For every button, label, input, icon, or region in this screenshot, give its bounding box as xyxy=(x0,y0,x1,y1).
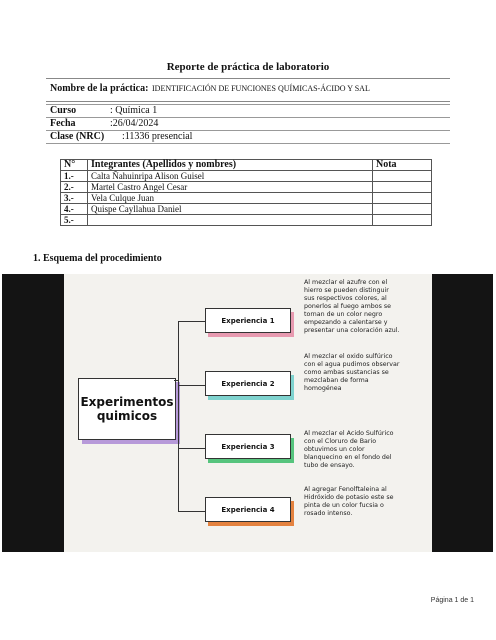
procedure-diagram xyxy=(64,274,432,552)
date-label: Fecha xyxy=(50,118,76,129)
connector-4 xyxy=(178,511,205,512)
connector-root xyxy=(174,380,178,381)
class-label: Clase (NRC) xyxy=(50,131,105,142)
row-member-name: Quispe Cayllahua Daniel xyxy=(88,204,373,215)
date-row xyxy=(46,118,450,131)
row-grade xyxy=(373,215,432,226)
experience-4-node: Experiencia 4 xyxy=(205,497,291,522)
row-number: 3.- xyxy=(61,193,88,204)
row-member-name: Martel Castro Angel Cesar xyxy=(88,182,373,193)
connector-1 xyxy=(178,321,205,322)
report-title: Reporte de práctica de laboratorio xyxy=(166,61,330,73)
page-number: Página 1 de 1 xyxy=(430,597,474,604)
practice-value: IDENTIFICACIÓN DE FUNCIONES QUÍMICAS-ÁCIDO Y SAL xyxy=(152,84,370,93)
row-number: 5.- xyxy=(61,215,88,226)
practice-label: Nombre de la práctica: xyxy=(50,83,149,94)
connector-2 xyxy=(178,385,205,386)
experience-1-description: Al mezclar el azufre con el hierro se pueden distinguir sus respectivos colores, al ponerlos al fuego ambos se tornan de un color negro empezando a calentarse y presentar una coloración azul. xyxy=(304,279,400,334)
members-table xyxy=(60,159,432,226)
row-number: 2.- xyxy=(61,182,88,193)
table-row xyxy=(61,204,432,215)
row-grade xyxy=(373,193,432,204)
table-row xyxy=(61,215,432,226)
practice-name-row xyxy=(46,78,450,102)
course-value: : Química 1 xyxy=(110,105,158,116)
course-row xyxy=(46,104,450,118)
experience-2-description: Al mezclar el oxido sulfúrico con el agua pudimos observar como ambas sustancias se mezclaban de forma homogénea xyxy=(304,353,400,392)
experience-3-description: Al mezclar el Acido Sulfúrico con el Cloruro de Bario obtuvimos un color blanquecino en el fondo del tubo de ensayo. xyxy=(304,430,394,469)
connector-trunk xyxy=(178,321,179,511)
header-grade: Nota xyxy=(373,160,432,171)
row-number: 4.- xyxy=(61,204,88,215)
course-label: Curso xyxy=(50,105,77,116)
date-value: :26/04/2024 xyxy=(110,118,159,129)
experience-1-node: Experiencia 1 xyxy=(205,308,291,333)
root-node: Experimentos quimicos xyxy=(78,378,176,440)
table-row xyxy=(61,171,432,182)
row-grade xyxy=(373,182,432,193)
table-row xyxy=(61,182,432,193)
connector-3 xyxy=(178,448,205,449)
class-value: :11336 presencial xyxy=(122,131,193,142)
row-member-name: Calta Ñahuinripa Alison Guisel xyxy=(88,171,373,182)
table-header-row xyxy=(61,160,432,171)
course-info xyxy=(46,104,450,144)
row-number: 1.- xyxy=(61,171,88,182)
experience-3-node: Experiencia 3 xyxy=(205,434,291,459)
row-grade xyxy=(373,171,432,182)
header-number: N° xyxy=(61,160,88,171)
section-title: 1. Esquema del procedimiento xyxy=(33,253,162,264)
row-member-name: Vela Culque Juan xyxy=(88,193,373,204)
row-grade xyxy=(373,204,432,215)
table-row xyxy=(61,193,432,204)
experience-2-node: Experiencia 2 xyxy=(205,371,291,396)
row-member-name xyxy=(88,215,373,226)
experience-4-description: Al agregar Fenolftaleina al Hidróxido de potasio este se pinta de un color fucsia o rosado intenso. xyxy=(304,486,394,517)
header-members: Integrantes (Apellidos y nombres) xyxy=(88,160,373,171)
class-row xyxy=(46,131,450,144)
